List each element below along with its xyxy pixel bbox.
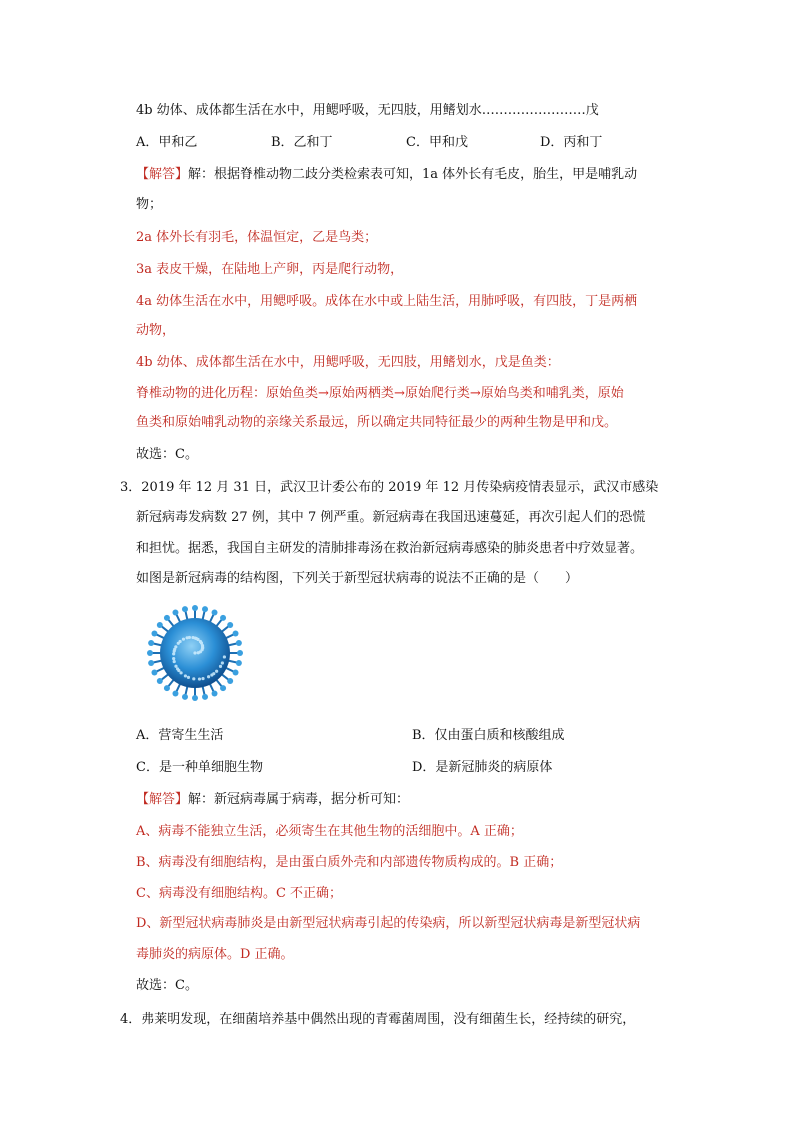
virus-surface-dot (201, 646, 204, 649)
q2-answer-line2: 物； (136, 197, 163, 212)
q2-answer-line3: 2a 体外长有羽毛，体温恒定，乙是鸟类； (136, 230, 378, 245)
virus-surface-dot (172, 657, 175, 660)
q2-option-b[interactable]: B．乙和丁 (271, 135, 333, 150)
arrow-icon: → (318, 386, 329, 401)
virus-spike-head (148, 660, 154, 666)
q3-answer-b: B、病毒没有细胞结构，是由蛋白质外壳和内部遗传物质构成的。B 正确； (136, 855, 563, 870)
arrow-icon: → (393, 386, 405, 401)
virus-surface-dot (193, 651, 196, 654)
virus-surface-dot (212, 672, 215, 675)
virus-spike-head (164, 685, 170, 691)
q2-answer-evolution (136, 384, 624, 404)
q3-option-c[interactable]: C．是一种单细胞生物 (136, 760, 263, 775)
q2-option-a[interactable]: A．甲和乙 (136, 135, 198, 150)
virus-spike-head (164, 615, 170, 621)
virus-spike-head (157, 622, 163, 628)
virus-surface-dot (179, 671, 182, 674)
virus-surface-dot (172, 652, 175, 655)
q3-option-b[interactable]: B．仅由蛋白质和核酸组成 (412, 728, 565, 743)
virus-surface-dot (177, 669, 180, 672)
q2-option-c[interactable]: C．甲和戊 (406, 135, 468, 150)
q2-option-d[interactable]: D．丙和丁 (540, 135, 603, 150)
virus-surface-dot (182, 638, 185, 641)
virus-surface-dot (188, 636, 191, 639)
coronavirus-image (140, 603, 250, 703)
q3-stem-line1: 3．2019 年 12 月 31 日，武汉卫计委公布的 2019 年 12 月传染病疫情表显示，武汉市感染 (120, 480, 659, 495)
q2-answer-line4: 3a 表皮干燥，在陆地上产卵，丙是爬行动物， (136, 262, 404, 277)
q3-stem-line2: 新冠病毒发病数 27 例，其中 7 例严重。新冠病毒在我国迅速蔓延，再次引起人们的恐慌 (136, 510, 646, 525)
virus-surface-dot (219, 665, 222, 668)
answer-text: 解：根据脊椎动物二歧分类检索表可知，1a 体外长有毛皮，胎生，甲是哺乳动 (188, 167, 638, 182)
virus-spike-head (172, 609, 178, 615)
q3-option-d[interactable]: D．是新冠肺炎的病原体 (412, 760, 553, 775)
q3-answer-intro (136, 790, 409, 810)
virus-surface-dot (187, 676, 190, 679)
q2-answer-choice: 故选：C。 (136, 447, 198, 462)
q4-stem-line1: 4．弗莱明发现，在细菌培养基中偶然出现的青霉菌周围，没有细菌生长，经持续的研究， (120, 1012, 636, 1027)
virus-spike-head (147, 650, 153, 656)
virus-spike-head (220, 615, 226, 621)
virus-spike-head (212, 691, 218, 697)
virus-spike-head (236, 660, 242, 666)
q3-answer-c: C、病毒没有细胞结构。C 不正确； (136, 886, 343, 901)
virus-spike-head (192, 605, 198, 611)
virus-surface-dot (198, 677, 201, 680)
virus-spike-head (227, 622, 233, 628)
q2-answer-line1 (136, 165, 637, 185)
virus-spike-head (148, 640, 154, 646)
virus-spike-head (202, 694, 208, 700)
q2-answer-line7: 4b 幼体、成体都生活在水中，用鳃呼吸，无四肢，用鳍划水，戊是鱼类： (136, 355, 560, 370)
virus-spike-head (212, 609, 218, 615)
key-4b-line: 4b 幼体、成体都生活在水中，用鳃呼吸，无四肢，用鳍划水……………………戊 (136, 103, 599, 118)
q3-answer-d2: 毒肺炎的病原体。D 正确。 (136, 947, 294, 962)
q3-answer-choice: 故选：C。 (136, 978, 198, 993)
virus-spike-head (182, 606, 188, 612)
virus-surface-dot (201, 677, 204, 680)
q3-answer-d1: D、新型冠状病毒肺炎是由新型冠状病毒引起的传染病，所以新型冠状病毒是新型冠状病 (136, 916, 641, 931)
virus-spike-head (172, 691, 178, 697)
virus-surface-dot (173, 649, 176, 652)
virus-surface-dot (196, 638, 199, 641)
virus-spike-head (202, 606, 208, 612)
evo-b: 原始爬行类 (404, 386, 470, 401)
virus-surface-dot (173, 660, 176, 663)
virus-surface-dot (184, 674, 187, 677)
q3-stem-line3: 和担忧。据悉，我国自主研发的清肺排毒汤在救治新冠病毒感染的肺炎患者中疗效显著。 (136, 541, 644, 556)
virus-spike-head (233, 630, 239, 636)
virus-surface-dot (215, 670, 218, 673)
virus-spike-head (151, 630, 157, 636)
q3-stem-line4: 如图是新冠病毒的结构图，下列关于新型冠状病毒的说法不正确的是（ ） (136, 571, 579, 586)
evo-c: 原始鸟类和哺乳类，原始 (480, 386, 624, 401)
evo-a: 原始两栖类 (328, 386, 394, 401)
q3-option-a[interactable]: A．营寄生生活 (136, 728, 224, 743)
virus-spike-head (237, 650, 243, 656)
answer-tag: 【解答】 (136, 792, 189, 807)
q2-answer-line5: 4a 幼体生活在水中，用鳃呼吸。成体在水中或上陆生活，用肺呼吸，有四肢，丁是两栖 (136, 294, 638, 309)
virus-spike-head (233, 670, 239, 676)
answer-text: 解：新冠病毒属于病毒，据分析可知： (188, 792, 410, 807)
arrow-icon: → (469, 386, 481, 401)
virus-surface-dot (197, 651, 200, 654)
virus-spike-head (182, 694, 188, 700)
virus-surface-dot (207, 675, 210, 678)
answer-tag: 【解答】 (136, 167, 189, 182)
q3-answer-a: A、病毒不能独立生活，必须寄生在其他生物的活细胞中。A 正确； (136, 824, 523, 839)
virus-surface-dot (174, 665, 177, 668)
virus-surface-dot (193, 636, 196, 639)
virus-spike-head (220, 685, 226, 691)
virus-surface-dot (192, 677, 195, 680)
virus-spike-head (227, 678, 233, 684)
virus-surface-dot (179, 640, 182, 643)
virus-spike-head (236, 640, 242, 646)
q2-answer-line9: 鱼类和原始哺乳动物的亲缘关系最远，所以确定共同特征最少的两种生物是甲和戊。 (136, 415, 618, 430)
virus-spike-head (192, 695, 198, 701)
virus-surface-dot (223, 655, 226, 658)
virus-surface-dot (174, 645, 177, 648)
virus-spike-head (157, 678, 163, 684)
virus-surface-dot (221, 661, 224, 664)
q2-answer-line6: 动物， (136, 323, 176, 338)
virus-surface-dot (200, 641, 203, 644)
evo-prefix: 脊椎动物的进化历程：原始鱼类 (136, 386, 319, 401)
virus-spike-head (151, 670, 157, 676)
